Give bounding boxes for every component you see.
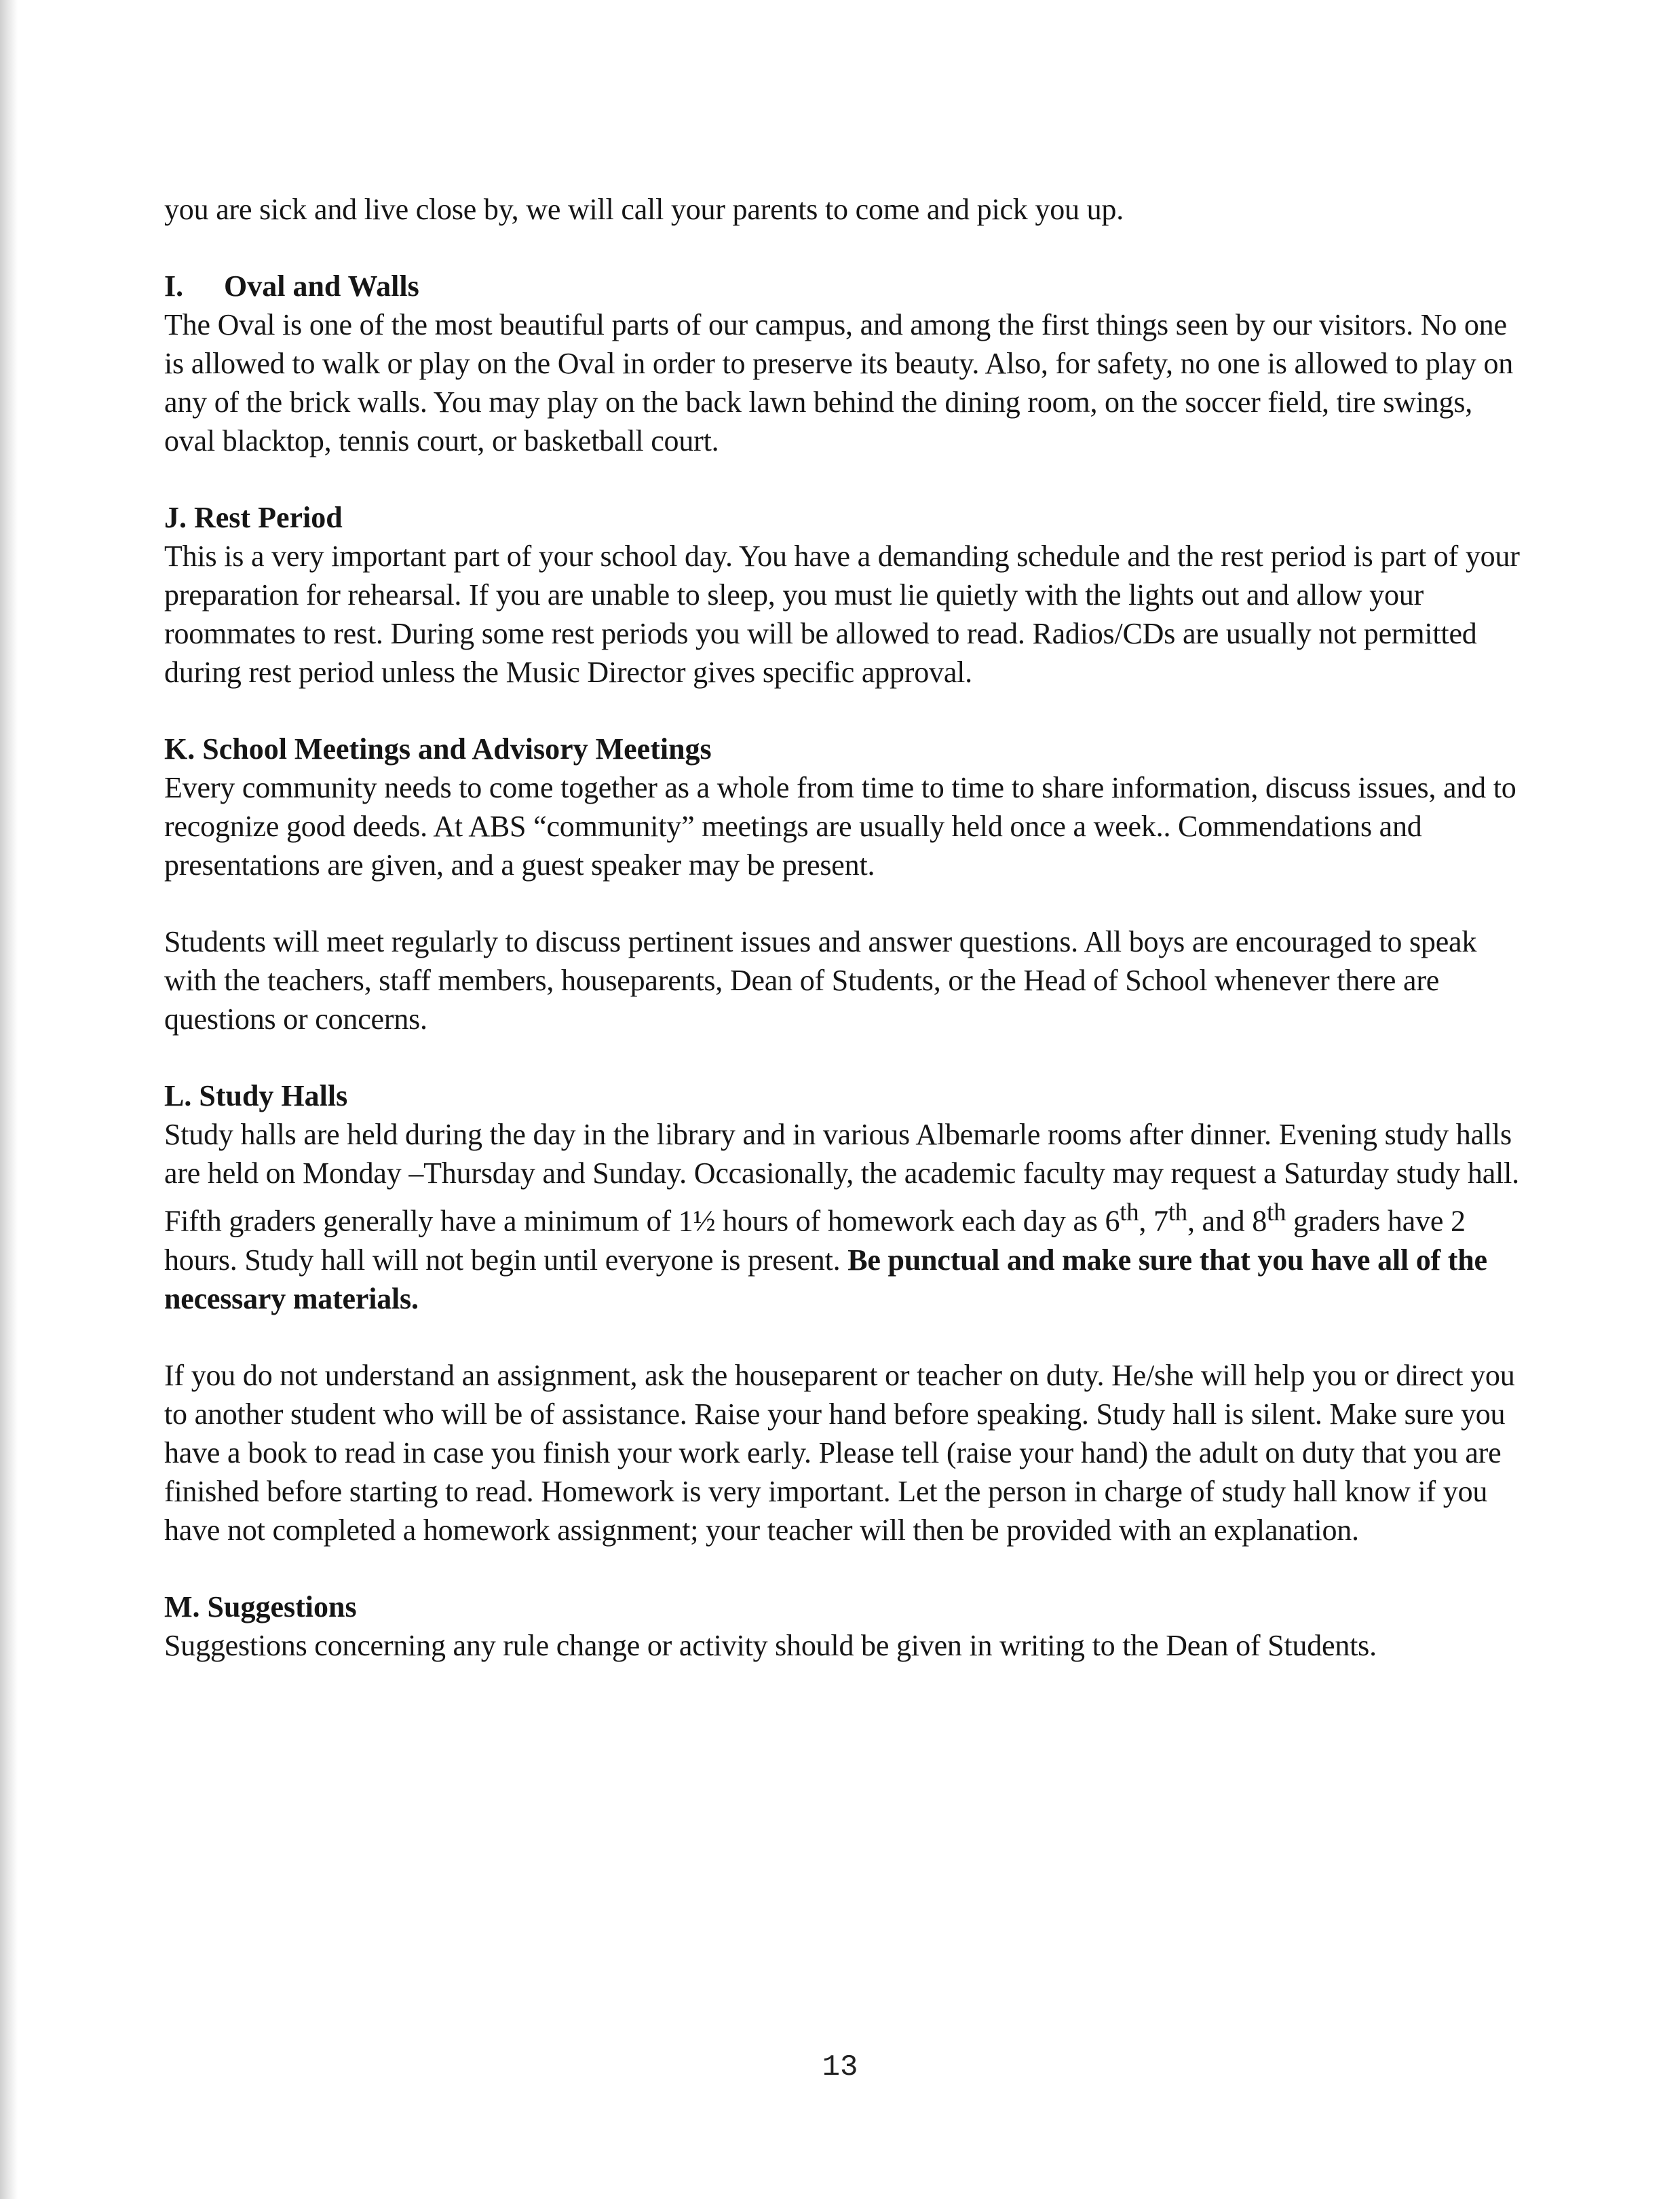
study-text-sep: , and 8	[1187, 1204, 1267, 1238]
section-body-rest: This is a very important part of your school day. You have a demanding schedule and the rest period is part of your preparation for rehearsal. If you are unable to sleep, you must lie quietly with the lights out and allow your roommates to rest. During some rest periods you will be allowed to read. Radios/CDs are usually not permitted during rest period unless the Music Director gives specific approval.	[164, 540, 1520, 689]
ordinal-suffix: th	[1168, 1198, 1187, 1226]
study-text-part: graders have 2 hours. Study hall will not begin until everyone is present.	[164, 1204, 1466, 1277]
document-page	[164, 190, 1521, 1665]
spacer	[164, 1549, 1521, 1587]
ordinal-suffix: th	[1120, 1198, 1139, 1226]
section-body-oval: The Oval is one of the most beautiful parts of our campus, and among the first things seen by our visitors. No one is allowed to walk or play on the Oval in order to preserve its beauty. Also, for safety, no one is allowed to play on any of the brick walls. You may play on the back lawn behind the dining room, on the soccer field, tire swings, oval blacktop, tennis court, or basketball court.	[164, 308, 1514, 457]
section-number: I.	[164, 269, 184, 303]
spacer	[164, 460, 1521, 498]
section-title: Oval and Walls	[224, 269, 419, 303]
spacer	[164, 1038, 1521, 1076]
section-body-study-1	[164, 1115, 1521, 1318]
study-text-sep: , 7	[1139, 1204, 1168, 1238]
study-emphasis: Be punctual and make sure that you have all of the necessary materials.	[164, 1243, 1487, 1315]
section-heading-suggestions: M. Suggestions	[164, 1590, 357, 1623]
section-body-suggestions: Suggestions concerning any rule change or activity should be given in writing to the Dean of Students.	[164, 1628, 1377, 1662]
ordinal-suffix: th	[1267, 1198, 1286, 1226]
spacer	[164, 1318, 1521, 1356]
scan-edge-shadow	[0, 0, 18, 2199]
section-body-study-2: If you do not understand an assignment, ask the houseparent or teacher on duty. He/she will help you or direct you to another student who will be of assistance. Raise your hand before speaking. Study hall is silent. Make sure you have a book to read in case you finish your work early. Please tell (raise your hand) the adult on duty that you are finished before starting to read. Homework is very important. Let the person in charge of study hall know if you have not completed a homework assignment; your teacher will then be provided with an explanation.	[164, 1358, 1515, 1547]
section-body-meetings-1: Every community needs to come together as a whole from time to time to share information, discuss issues, and to recognize good deeds. At ABS “community” meetings are usually held once a week.. Commendations and presentations are given, and a guest speaker may be present.	[164, 771, 1516, 882]
section-heading-meetings: K. School Meetings and Advisory Meetings	[164, 732, 712, 766]
section-heading-oval	[164, 267, 1521, 305]
study-text-part: Study halls are held during the day in the library and in various Albemarle rooms after dinner. Evening study halls are held on Monday –Thursday and Sunday. Occasionally, the academic faculty may request a Saturday study hall. Fifth graders generally have a minimum of 1½ hours of homework each day as 6	[164, 1118, 1519, 1238]
section-heading-study: L. Study Halls	[164, 1079, 348, 1112]
spacer	[164, 884, 1521, 922]
intro-paragraph: you are sick and live close by, we will call your parents to come and pick you up.	[164, 193, 1124, 226]
spacer	[164, 229, 1521, 267]
section-body-meetings-2: Students will meet regularly to discuss pertinent issues and answer questions. All boys are encouraged to speak with the teachers, staff members, houseparents, Dean of Students, or the Head of School whenever there are questions or concerns.	[164, 925, 1477, 1036]
spacer	[164, 692, 1521, 730]
page-number: 13	[822, 2050, 858, 2084]
section-heading-rest: J. Rest Period	[164, 501, 343, 534]
